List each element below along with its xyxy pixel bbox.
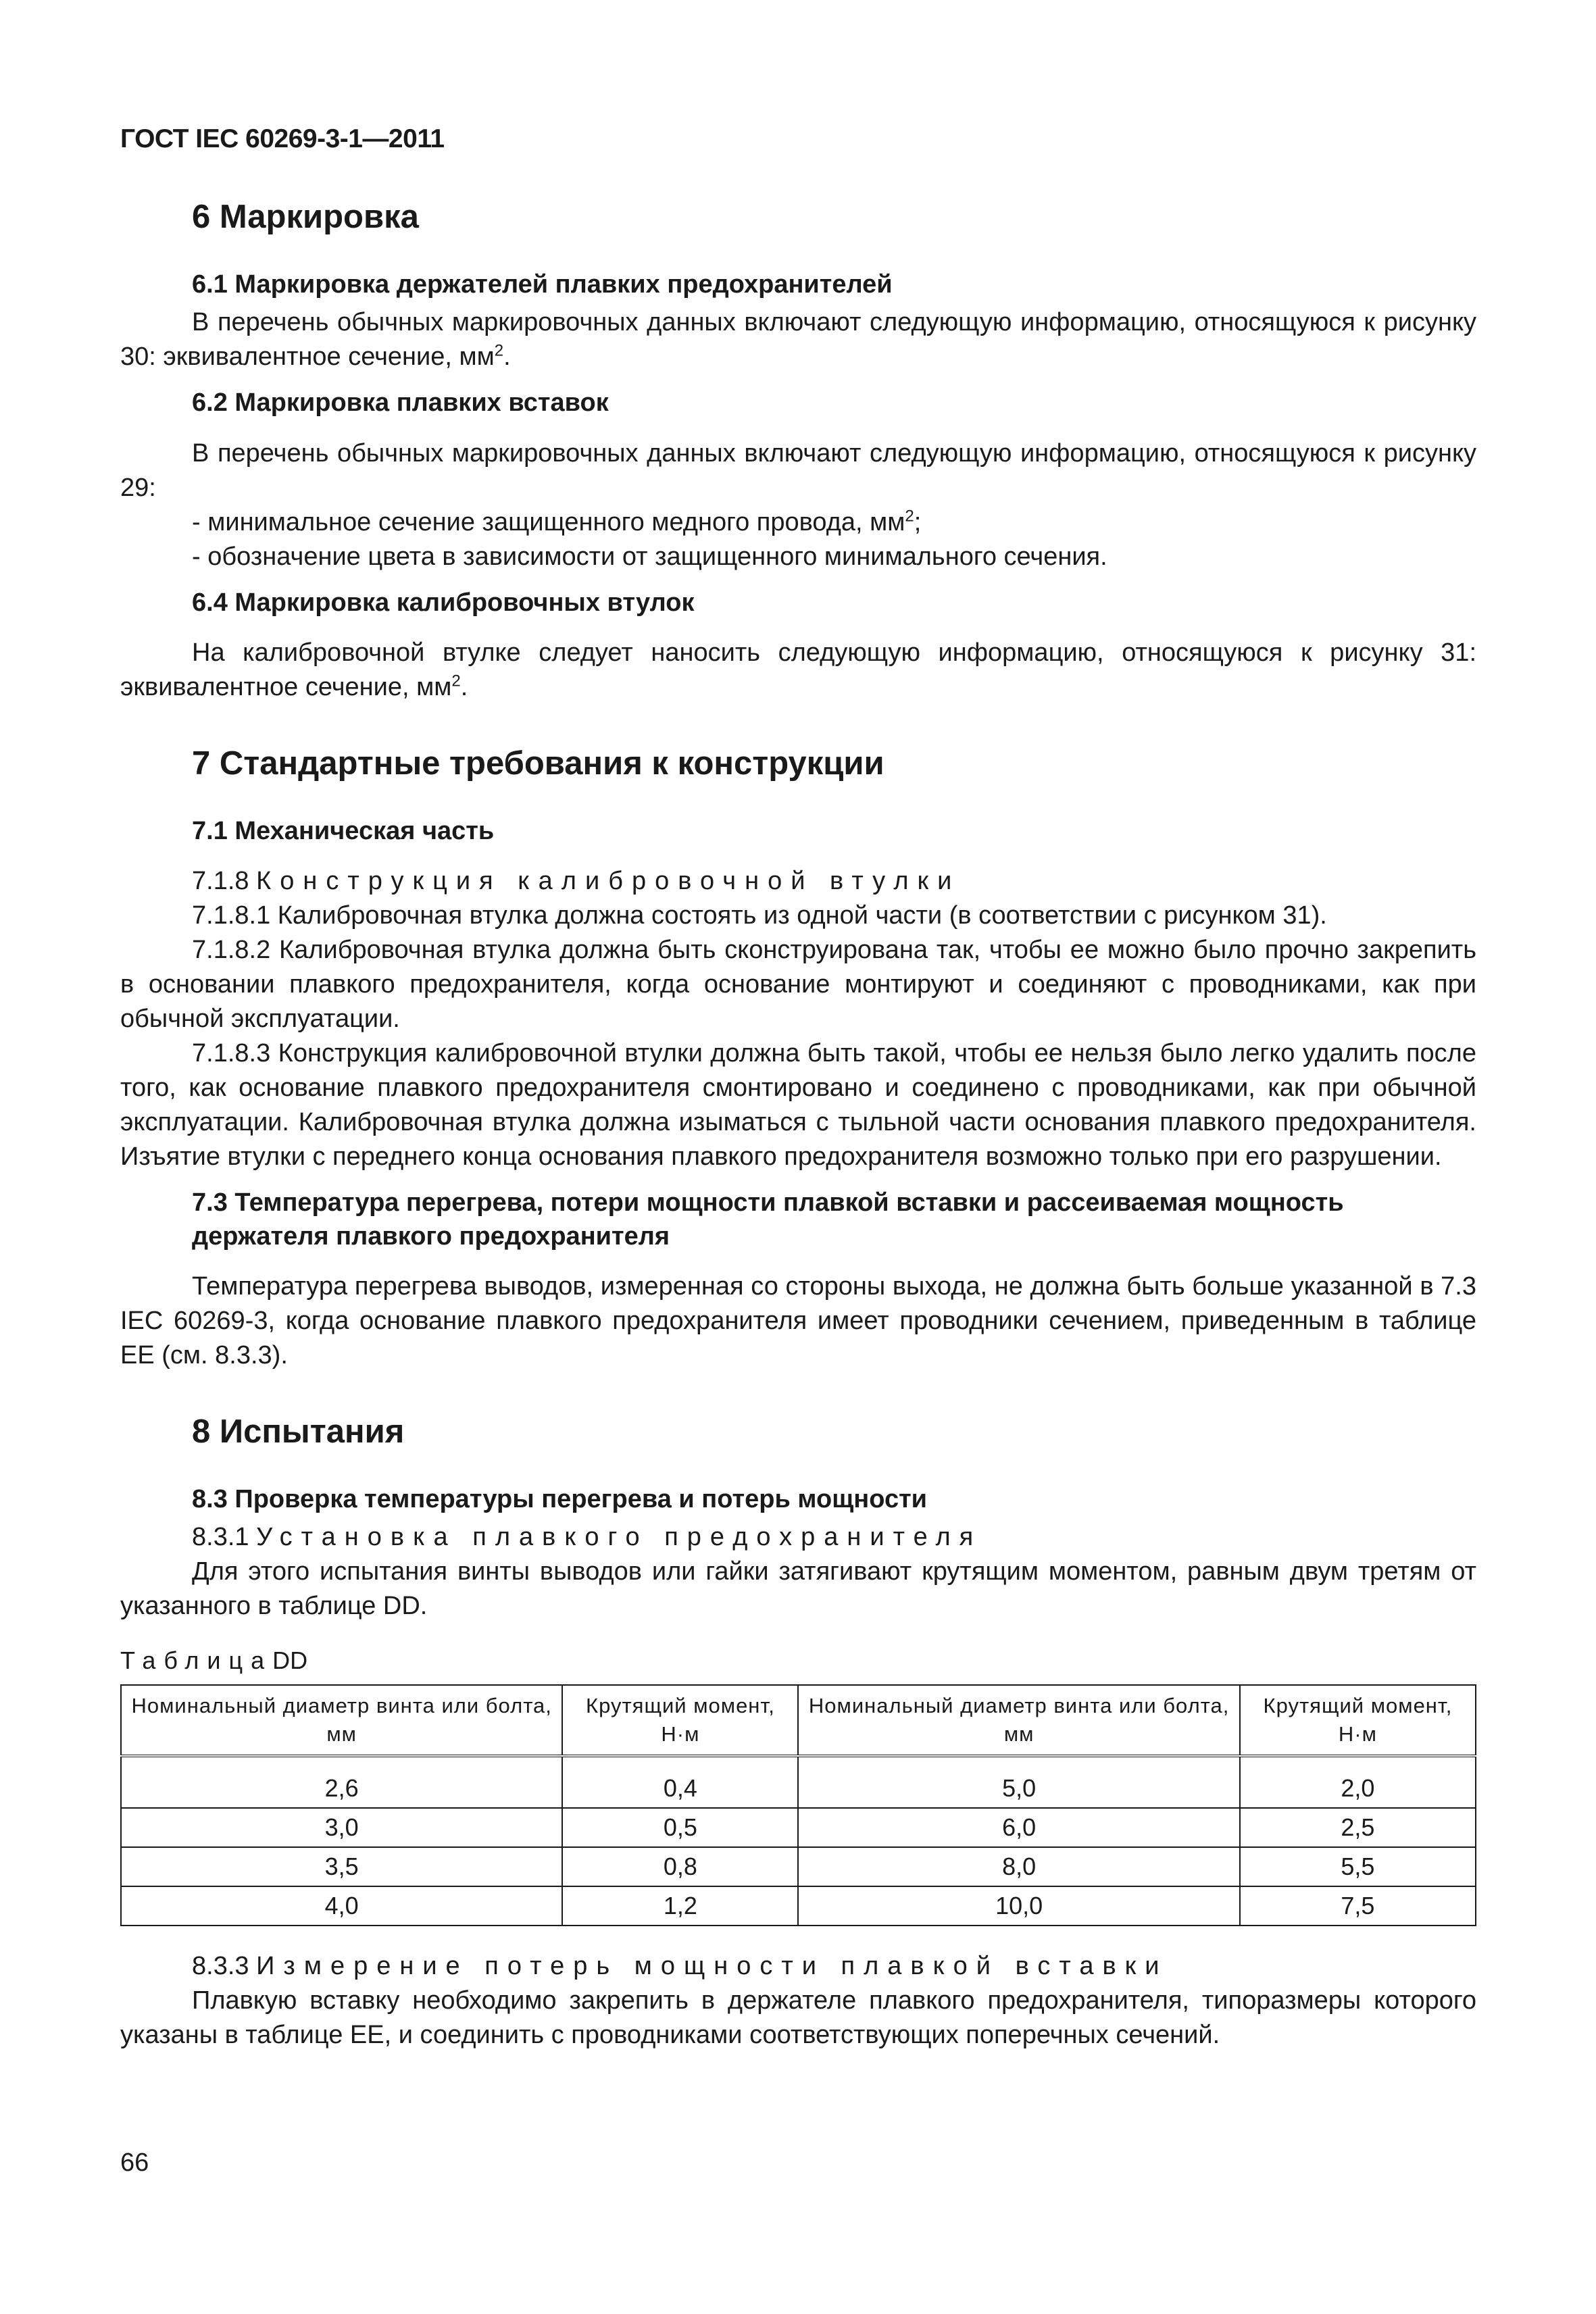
table-cell: 5,0 xyxy=(798,1756,1239,1808)
section-7-3-text: Температура перегрева выводов, измеренная со стороны выхода, не должна быть больше указанной в 7.3 IEC 60269-3, когда основание плавкого предохранителя имеет проводники сечением, приведенным в таблице EE (см. 8.3.3). xyxy=(120,1272,1476,1369)
section-6-1-text: В перечень обычных маркировочных данных включают следующую информацию, относящуюся к рисунку 30: эквивалентное сечение, $мм^2$. xyxy=(120,308,1476,372)
section-8-3-3-text: Плавкую вставку необходимо закрепить в держателе плавкого предохранителя, типоразмеры которого указаны в таблице EE, и соединить с проводниками соответствующих поперечных сечений. xyxy=(120,1986,1476,2050)
page-content xyxy=(120,197,1476,2053)
page-number: 66 xyxy=(120,2148,149,2177)
section-8-3-1-text: Для этого испытания винты выводов или гайки затягивают крутящим моментом, равным двум третям от указанного в таблице DD. xyxy=(120,1557,1476,1621)
section-7-1-8-1: 7.1.8.1 Калибровочная втулка должна состоять из одной части (в соответствии с рисунком 31). xyxy=(192,901,1327,930)
superscript: 2 xyxy=(451,672,461,690)
table-cell: 6,0 xyxy=(798,1808,1239,1847)
table-cell: 1,2 xyxy=(562,1886,798,1926)
section-6-2-title: 6.2 Маркировка плавких вставок xyxy=(192,388,609,418)
table-cell: 4,0 xyxy=(121,1886,562,1926)
section-8-3-title: 8.3 Проверка температуры перегрева и потерь мощности xyxy=(192,1484,928,1513)
table-header-row xyxy=(121,1685,1476,1756)
table-header-cell: Номинальный диаметр винта или болта, мм xyxy=(121,1685,562,1756)
table-header-cell: Крутящий момент, Н·м xyxy=(1240,1685,1476,1756)
section-7-3-title: 7.3 Температура перегрева, потери мощности плавкой вставки и рассеиваемая мощность держателя плавкого предохранителя xyxy=(192,1188,1344,1251)
table-cell: 0,8 xyxy=(562,1847,798,1886)
section-6-1-title: 6.1 Маркировка держателей плавких предохранителей xyxy=(192,270,893,299)
section-7-1-title: 7.1 Механическая часть xyxy=(192,816,495,845)
table-row xyxy=(121,1847,1476,1886)
section-8-3-3-heading: 8.3.3 Измерение потерь мощности плавкой вставки xyxy=(192,1952,1168,1981)
table-header-cell: Номинальный диаметр винта или болта, мм xyxy=(798,1685,1239,1756)
table-cell: 5,5 xyxy=(1240,1847,1476,1886)
superscript: 2 xyxy=(494,341,504,360)
section-6-2-item-2: - обозначение цвета в зависимости от защищенного минимального сечения. xyxy=(192,542,1107,571)
table-cell: 10,0 xyxy=(798,1886,1239,1926)
table-cell: 0,5 xyxy=(562,1808,798,1847)
table-cell: 7,5 xyxy=(1240,1886,1476,1926)
table-cell: 2,5 xyxy=(1240,1808,1476,1847)
section-6-2-item-1: - минимальное сечение защищенного медного провода, $мм^2$; xyxy=(192,506,922,536)
table-caption: ТаблицаDD xyxy=(120,1646,308,1675)
section-6-4-title: 6.4 Маркировка калибровочных втулок xyxy=(192,588,695,617)
table-cell: 3,0 xyxy=(121,1808,562,1847)
table-cell: 0,4 xyxy=(562,1756,798,1808)
table-cell: 2,6 xyxy=(121,1756,562,1808)
table-cell: 3,5 xyxy=(121,1847,562,1886)
section-7-title: 7 Стандартные требования к конструкции xyxy=(192,745,884,782)
section-7-1-8-2: 7.1.8.2 Калибровочная втулка должна быть сконструирована так, чтобы ее можно было прочно закрепить в основании плавкого предохранителя, когда основание монтируют и соединяют с проводниками, как при обычной эксплуатации. xyxy=(120,936,1476,1034)
section-6-title: 6 Маркировка xyxy=(192,199,419,235)
table-header-cell: Крутящий момент, Н·м xyxy=(562,1685,798,1756)
section-7-1-8-heading: 7.1.8 Конструкция калибровочной втулки xyxy=(192,867,961,896)
table-row xyxy=(121,1808,1476,1847)
torque-table xyxy=(120,1684,1476,1926)
superscript: 2 xyxy=(905,506,914,525)
document-header: ГОСТ IEC 60269-3-1—2011 xyxy=(120,124,445,153)
section-7-1-8-3: 7.1.8.3 Конструкция калибровочной втулки должна быть такой, чтобы ее нельзя было легко удалить после того, как основание плавкого предохранителя смонтировано и соединено с проводниками, как при обычной эксплуатации. Калибровочная втулка должна изыматься с тыльной части основания плавкого предохранителя. Изъятие втулки с переднего конца основания плавкого предохранителя возможно только при его разрушении. xyxy=(120,1039,1476,1172)
table-cell: 2,0 xyxy=(1240,1756,1476,1808)
table-row xyxy=(121,1886,1476,1926)
section-8-3-1-heading: 8.3.1 Установка плавкого предохранителя xyxy=(192,1523,982,1552)
table-cell: 8,0 xyxy=(798,1847,1239,1886)
section-6-2-text: В перечень обычных маркировочных данных включают следующую информацию, относящуюся к рисунку 29: xyxy=(120,438,1476,502)
section-6-4-text: На калибровочной втулке следует наносить следующую информацию, относящуюся к рисунку 31: эквивалентное сечение, $мм^2$. xyxy=(120,638,1476,701)
table-row xyxy=(121,1756,1476,1808)
section-8-title: 8 Испытания xyxy=(192,1413,405,1450)
